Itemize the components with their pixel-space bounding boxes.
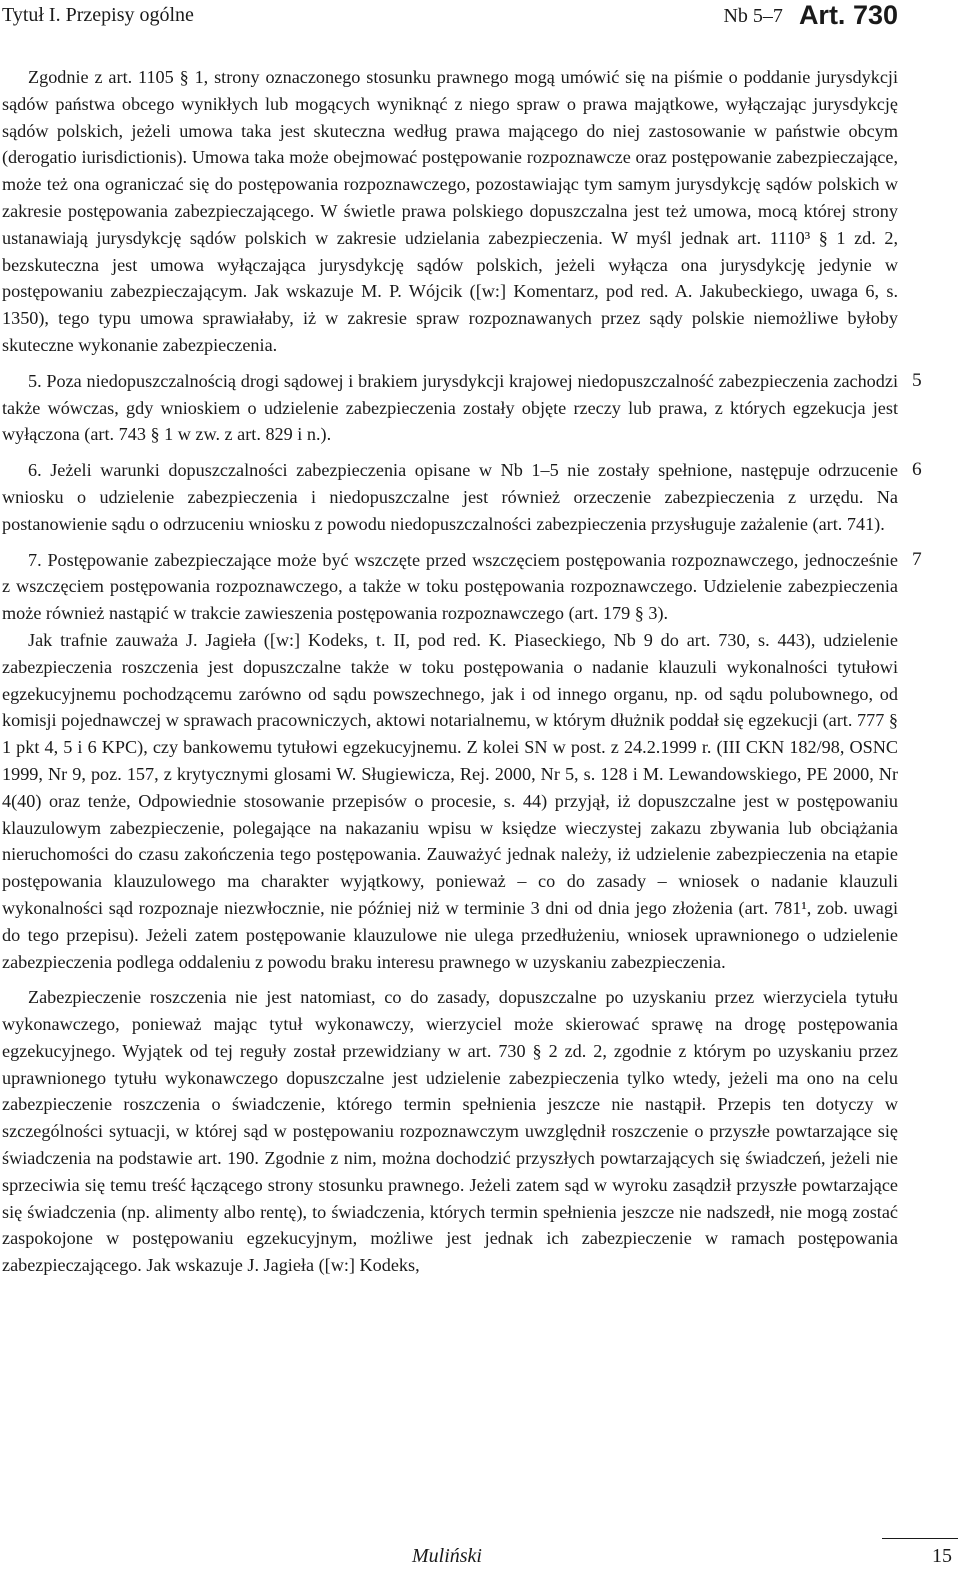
title-section-label: Tytuł I. Przepisy ogólne [2, 4, 194, 26]
paragraph-text: Jak trafnie zauważa J. Jagieła ([w:] Kodeks, t. II, pod red. K. Piaseckiego, Nb 9 do art. 730, s. 443), udzielenie zabezpieczenia roszczenia jest dopuszczalne także w toku postępowania o nadanie klauzuli wykonalności tytułowi egzekucyjnemu pochodzącemu zarówno od sądu powszechnego, jak i od innego organu, np. od sądu polubownego, od komisji pojednawczej w sprawach pracowniczych, aktowi notarialnemu, w którym dłużnik poddał się egzekucji (art. 777 § 1 pkt 4, 5 i 6 KPC), czy bankowemu tytułowi egzekucyjnemu. Z kolei SN w post. z 24.2.1999 r. (III CKN 182/98, OSNC 1999, Nr 9, poz. 157, z krytycznymi glosami W. Sługiewicza, Rej. 2000, Nr 5, s. 128 i M. Lewandowskiego, PE 2000, Nr 4(40) oraz tenże, Odpowiednie stosowanie przepisów o procesie, s. 44) przyjął, iż dopuszczalne jest w postępowaniu klauzulowym zabezpieczenie, polegające na nakazaniu wpisu w księdze wieczystej zakazu zbywania lub obciążania nieruchomości do czasu zakończenia tego postępowania. Zauważyć jednak należy, iż udzielenie zabezpieczenia na etapie postępowania klauzulowego ma charakter wyjątkowy, ponieważ – co do zasady – wniosek o nadanie klauzuli wykonalności sąd rozpoznaje niezwłocznie, nie później niż w terminie 3 dni od dnia jego złożenia (art. 781¹, zob. uwagi do tego przepisu). Jeżeli zatem postępowanie klauzulowe nie ulega przedłużeniu, wniosek uprawnionego o udzielenie zabezpieczenia podlega oddaleniu z powodu braku interesu prawnego w uzyskaniu zabezpieczenia. [2, 629, 898, 972]
author-name: Muliński [412, 1545, 482, 1567]
paragraph [2, 627, 898, 975]
paragraph [2, 64, 898, 359]
paragraph-text: 6. Jeżeli warunki dopuszczalności zabezpieczenia opisane w Nb 1–5 nie zostały spełnione, następuje odrzucenie wniosku o udzielenie zabezpieczenia i niedopuszczalne jest również orzeczenie zabezpieczenia z urzędu. Na postanowienie sądu o odrzuceniu wniosku z powodu niedopuszczalności zabezpieczenia przysługuje zażalenie (art. 741). [2, 460, 898, 534]
paragraph-text: 5. Poza niedopuszczalnością drogi sądowej i brakiem jurysdykcji krajowej niedopuszczalność zabezpieczenia zachodzi także wówczas, gdy wnioskiem o udzielenie zabezpieczenia zostały objęte rzeczy lub prawa, z których egzekucja jest wyłączona (art. 743 § 1 w zw. z art. 829 i n.). [2, 370, 898, 445]
paragraph-text: Zabezpieczenie roszczenia nie jest natomiast, co do zasady, dopuszczalne po uzyskaniu przez wierzyciela tytułu wykonawczego, ponieważ mając tytuł wykonawczy, wierzyciel może skierować sprawę na drogę postępowania egzekucyjnego. Wyjątek od tej reguły został przewidziany w art. 730 § 2 zd. 2, zgodnie z którym po uzyskaniu przez uprawnionego tytułu wykonawczego dopuszczalne jest udzielenie zabezpieczenia tylko wtedy, jeżeli ma ono na celu zabezpieczenie roszczenia o świadczenie, którego termin spełnienia jeszcze nie nastąpił. Przepis ten dotyczy w szczególności sytuacji, w której sąd w postępowaniu rozpoznawczym uwzględnił roszczenie o przyszłe powtarzające się świadczenia na podstawie art. 190. Zgodnie z nim, można dochodzić przyszłych powtarzających się świadczeń, jeżeli nie sprzeciwia się temu treść łączącego strony stosunku prawnego. Jeżeli zatem sąd w wyroku zasądził przyszłe powtarzające się świadczenia (np. alimenty albo rentę), to świadczenia, których termin spełnienia jeszcze nie nadszedł, nie mogą zostać zaspokojone w postępowaniu egzekucyjnym, możliwe jest jednak ich zabezpieczenie w ramach postępowania zabezpieczającego. Jak wskazuje J. Jagieła ([w:] Kodeks, [2, 987, 898, 1276]
marginal-number-range: Nb 5–7 [723, 5, 783, 27]
paragraph [2, 368, 922, 448]
paragraph [2, 457, 922, 537]
page-number: 15 [932, 1545, 952, 1567]
paragraph-text: 7. Postępowanie zabezpieczające może być wszczęte przed wszczęciem postępowania rozpoznawczego, jednocześnie z wszczęciem postępowania rozpoznawczego, a także w toku postępowania rozpoznawczego. Udzielenie zabezpieczenia może również nastąpić w trakcie zawieszenia postępowania rozpoznawczego (art. 179 § 3). [2, 549, 898, 624]
marginal-number: 6 [912, 459, 922, 481]
article-number: Art. 730 [798, 0, 898, 30]
paragraph-text: Zgodnie z art. 1105 § 1, strony oznaczonego stosunku prawnego mogą umówić się na piśmie o poddanie jurysdykcji sądów państwa obcego wynikłych lub mogących wyniknąć z niego spraw o prawa majątkowe, wyłączając jurysdykcję sądów polskich, jeżeli umowa taka jest skuteczna według prawa mającego do niej zastosowanie w państwie obcym (derogatio iurisdictionis). Umowa taka może obejmować postępowanie rozpoznawcze oraz postępowanie zabezpieczające, może też ona ograniczać się do postępowania rozpoznawczego, pozostawiając tym samym jurysdykcję sądów polskich w zakresie postępowania zabezpieczającego. W świetle prawa polskiego dopuszczalna jest też umowa, mocą której strony ustanawiają jurysdykcję sądów polskich w zakresie udzielania zabezpieczenia. W myśl jednak art. 1110³ § 1 zd. 2, bezskuteczna jest umowa wyłączająca jurysdykcję sądów polskich, jeżeli wyłącza ona jurysdykcję jedynie w postępowaniu zabezpieczającym. Jak wskazuje M. P. Wójcik ([w:] Komentarz, pod red. A. Jakubeckiego, uwaga 6, s. 1350), tego typu umowa sprawiałaby, iż w zakresie spraw rozpoznawanych przez sądy polskie niemożliwe byłoby skuteczne wykonanie zabezpieczenia. [2, 67, 898, 355]
footer-rule [882, 1538, 958, 1539]
running-header [2, 0, 898, 36]
paragraph [2, 984, 898, 1279]
header-right [723, 0, 898, 31]
marginal-number: 5 [912, 369, 922, 391]
body-text [2, 64, 922, 1279]
paragraph [2, 547, 922, 627]
marginal-number: 7 [912, 548, 922, 570]
